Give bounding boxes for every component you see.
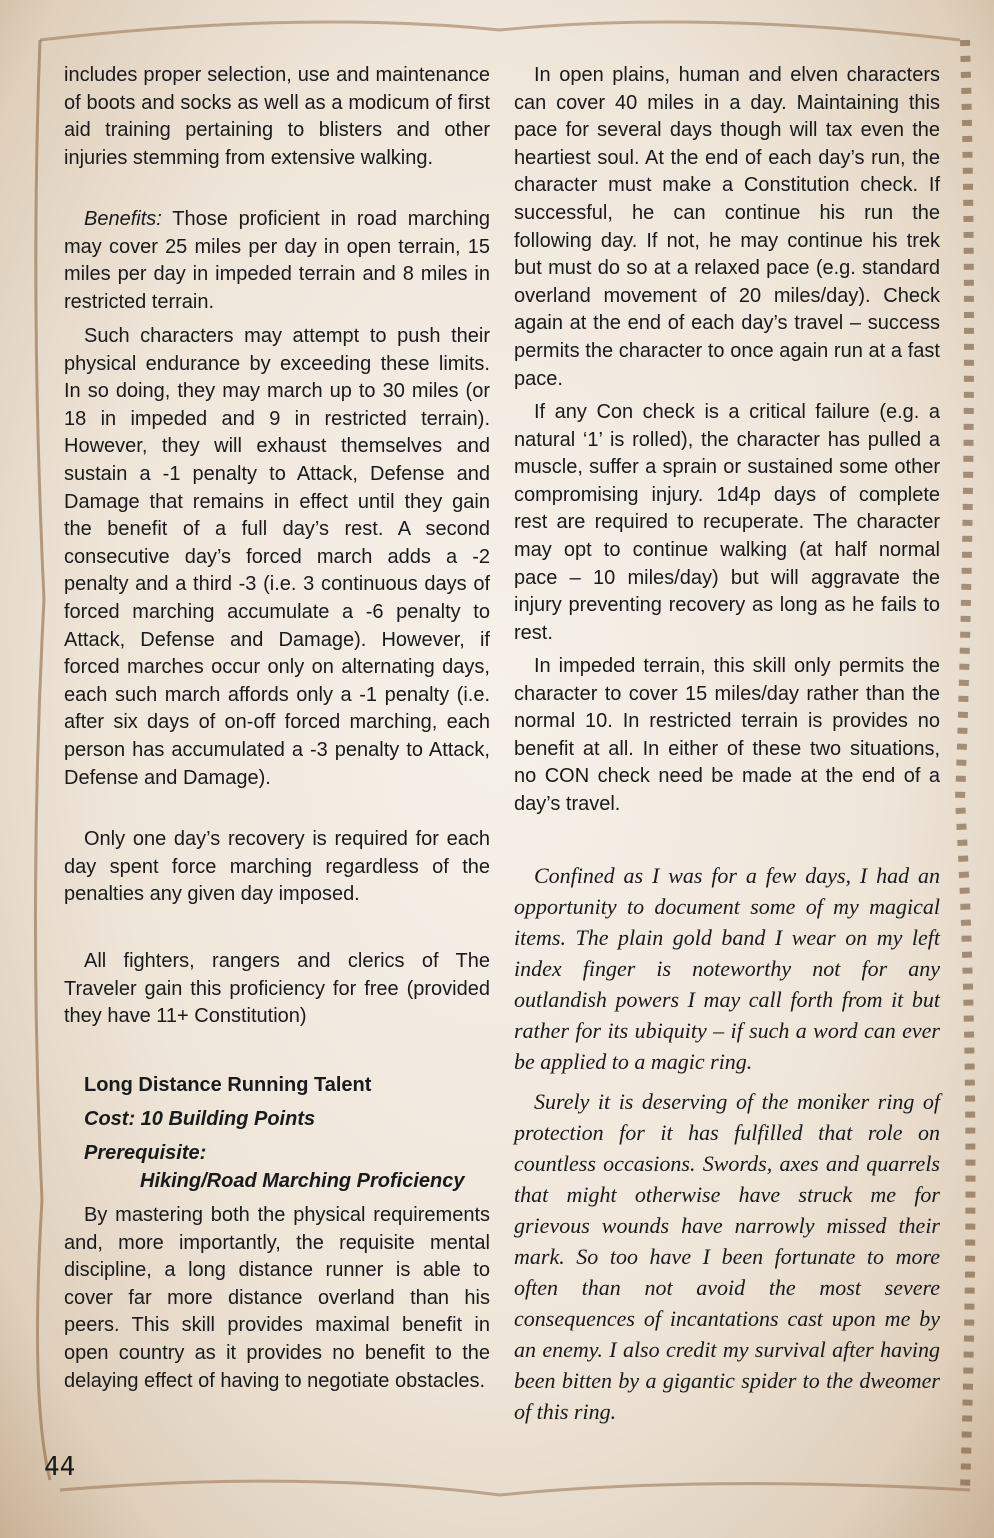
talent-heading: Long Distance Running Talent xyxy=(84,1074,372,1096)
benefits-label: Benefits: xyxy=(84,208,162,230)
journal-entry-1: Confined as I was for a few days, I had an opportunity to document some of my magical items. The plain gold band I wear on my left index finger is noteworthy not for any outlandish powers I may call forth from it but rather for its ubiquity – if such a word can ever be applied to a magic ring. xyxy=(514,863,940,1074)
prerequisite-label: Prerequisite: xyxy=(84,1142,207,1164)
paragraph-free-proficiency: All fighters, rangers and clerics of The Traveler gain this proficiency for free (provided they have 11+ Constitution) xyxy=(64,950,490,1028)
paragraph-open-plains: In open plains, human and elven characters can cover 40 miles in a day. Maintaining this pace for several days though will tax even the heartiest soul. At the end of each day’s run, the character must make a Constitution check. If successful, he can continue his run the following day. If not, he may continue his trek but must do so at a relaxed pace (e.g. standard overland movement of 20 miles/day). Check again at the end of each day’s travel – success permits the character to once again run at a fast pace. xyxy=(514,64,940,390)
prerequisite-value: Hiking/Road Marching Proficiency xyxy=(140,1170,465,1192)
paragraph-recovery: Only one day’s recovery is required for each day spent force marching regardless of the penalties any given day imposed. xyxy=(64,828,490,906)
paragraph-running-talent: By mastering both the physical requirements and, more importantly, the requisite mental discipline, a long distance runner is able to cover far more distance overland than his peers. This skill provides maximal benefit in open country as it provides no benefit to the delaying effect of having to negotiate obstacles. xyxy=(64,1204,490,1392)
page-number: 44 xyxy=(44,1452,76,1482)
talent-cost: Cost: 10 Building Points xyxy=(84,1108,316,1130)
journal-entry-2: Surely it is deserving of the moniker ring of protection for it has fulfilled that role on countless occasions. Swords, axes and quarrels that might otherwise have struck me for grievous wounds have narrowly missed their mark. So too have I been fortunate to more often than not avoid the most severe consequences of incantations cast upon me by an enemy. I also credit my survival after having been bitten by a gigantic spider to the dweomer of this ring. xyxy=(514,1089,940,1424)
paragraph-impeded-terrain: In impeded terrain, this skill only permits the character to cover 15 miles/day rather than the normal 10. In restricted terrain is provides no benefit at all. In either of these two situations, no CON check need be made at the end of a day’s travel. xyxy=(514,655,940,815)
paragraph-forced-march: Such characters may attempt to push their physical endurance by exceeding these limits. In so doing, they may march up to 30 miles (or 18 in impeded and 9 in restricted terrain). However, they will exhaust themselves and sustain a -1 penalty to Attack, Defense and Damage that remains in effect until they gain the benefit of a full day’s rest. A second consecutive day’s forced march adds a -2 penalty and a third -3 (i.e. 3 continuous days of forced marching accumulate a -6 penalty to Attack, Defense and Damage). However, if forced marches occur only on alternating days, each such march affords only a -1 penalty (i.e. after six days of on-off forced marching, each person has accumulated a -3 penalty to Attack, Defense and Damage). xyxy=(64,325,490,789)
paragraph-boots: includes proper selection, use and maintenance of boots and socks as well as a modicum of first aid training pertaining to blisters and other injuries stemming from extensive walking. xyxy=(64,64,490,169)
paragraph-benefits: Benefits: Those proficient in road marching may cover 25 miles per day in open terrain, 15 miles per day in impeded terrain and 8 miles in restricted terrain. xyxy=(64,208,490,313)
paragraph-critical-failure: If any Con check is a critical failure (e.g. a natural ‘1’ is rolled), the character has pulled a muscle, suffer a sprain or sustained some other compromising injury. 1d4p days of complete rest are required to recuperate. The character may opt to continue walking (at half normal pace – 10 miles/day) but will aggravate the injury preventing recovery as long as he fails to rest. xyxy=(514,401,940,644)
